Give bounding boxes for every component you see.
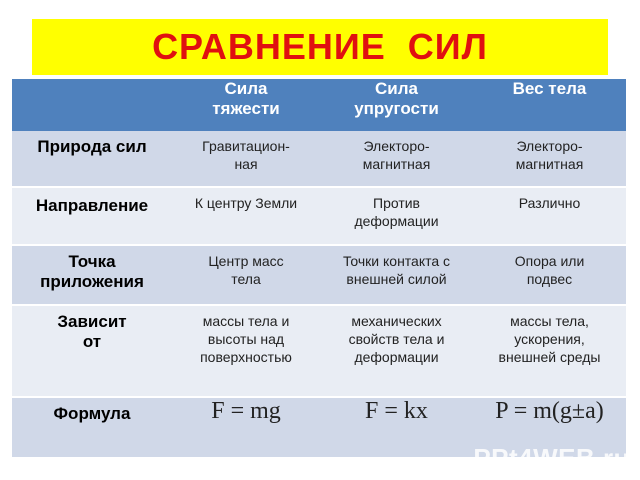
row-label: Направление: [12, 187, 172, 245]
formula-gravity: F = mg: [172, 397, 320, 457]
table-cell: механических свойств тела и деформации: [320, 305, 473, 397]
row-label: Зависит от: [12, 305, 172, 397]
table-cell: К центру Земли: [172, 187, 320, 245]
table-cell: Электоро- магнитная: [320, 131, 473, 187]
row-label: Точка приложения: [12, 245, 172, 305]
title-banner: [32, 19, 608, 75]
table-cell: Различно: [473, 187, 626, 245]
header-empty: [12, 79, 172, 131]
page-title: СРАВНЕНИЕ СИЛ: [152, 26, 488, 67]
table-row-application-point: [12, 245, 626, 305]
table-cell: Электоро- магнитная: [473, 131, 626, 187]
table-cell: Против деформации: [320, 187, 473, 245]
watermark: PPt4WEB.ru: [473, 443, 630, 473]
formula-weight: P = m(g±a): [473, 397, 626, 457]
table-cell: массы тела, ускорения, внешней среды: [473, 305, 626, 397]
table-row-depends-on: [12, 305, 626, 397]
table-cell: Гравитацион- ная: [172, 131, 320, 187]
table-row-nature: [12, 131, 626, 187]
comparison-table: [12, 79, 626, 457]
formula-elastic: F = kx: [320, 397, 473, 457]
row-label: Природа сил: [12, 131, 172, 187]
table-cell: Центр масс тела: [172, 245, 320, 305]
table-cell: массы тела и высоты над поверхностью: [172, 305, 320, 397]
row-label: Формула: [12, 397, 172, 457]
table-header-row: [12, 79, 626, 131]
header-elastic: Сила упругости: [320, 79, 473, 131]
header-weight: Вес тела: [473, 79, 626, 131]
header-gravity: Сила тяжести: [172, 79, 320, 131]
table-row-direction: [12, 187, 626, 245]
table-cell: Точки контакта с внешней силой: [320, 245, 473, 305]
table-cell: Опора или подвес: [473, 245, 626, 305]
